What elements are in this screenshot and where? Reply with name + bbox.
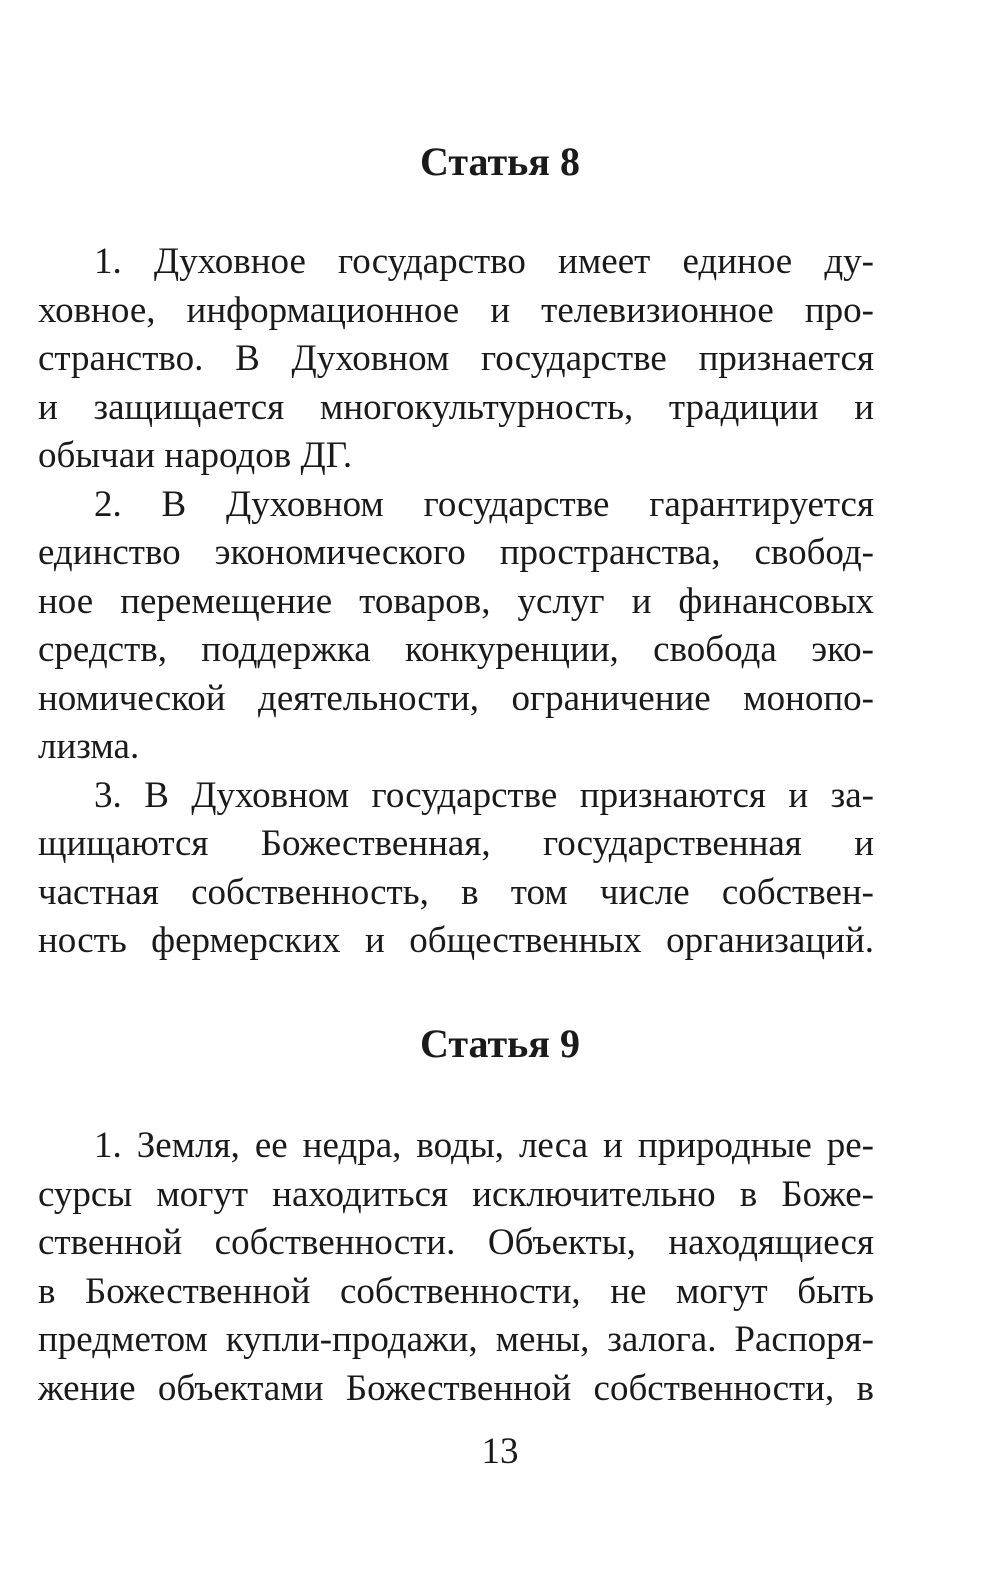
article-9-line: сурсы могут находиться исключительно в Боже- bbox=[38, 1173, 874, 1215]
article-9-line: предметом купли-продажи, мены, залога. Распоря- bbox=[38, 1319, 874, 1360]
article-9-line: ственной собственности. Объекты, находящиеся bbox=[38, 1222, 874, 1263]
article-9-line: в Божественной собственности, не могут быть bbox=[38, 1270, 874, 1312]
article-9-heading: Статья 9 bbox=[420, 1021, 580, 1066]
article-8-body bbox=[38, 238, 874, 966]
article-9-line: 1. Земля, ее недра, воды, леса и природные ре- bbox=[94, 1125, 874, 1166]
article-8-line: щищаются Божественная, государственная и bbox=[38, 823, 874, 864]
article-8-line: 2. В Духовном государстве гарантируется bbox=[94, 483, 874, 525]
article-8-line: средств, поддержка конкуренции, свобода эко- bbox=[38, 629, 874, 670]
article-8-line: ность фермерских и общественных организаций. bbox=[38, 920, 874, 961]
article-8-line: частная собственность, в том числе собствен- bbox=[38, 871, 874, 913]
article-8-line: 1. Духовное государство имеет единое ду- bbox=[94, 241, 874, 282]
article-8-line: и защищается многокультурность, традиции и bbox=[38, 386, 874, 428]
article-8-line: странство. В Духовном государстве признается bbox=[38, 338, 874, 379]
article-9-line: жение объектами Божественной собственности, в bbox=[38, 1367, 874, 1409]
article-8-line: ное перемещение товаров, услуг и финансовых bbox=[38, 580, 874, 622]
article-8-line: номической деятельности, ограничение монопо- bbox=[38, 677, 874, 719]
article-8-line: ховное, информационное и телевизионное про- bbox=[38, 289, 874, 331]
article-8-line: лизма. bbox=[38, 726, 140, 767]
article-9-body bbox=[38, 1122, 874, 1413]
article-8-line: 3. В Духовном государстве признаются и за- bbox=[94, 774, 874, 816]
page-number: 13 bbox=[481, 1431, 519, 1472]
article-8-line: обычаи народов ДГ. bbox=[38, 435, 353, 476]
article-8-heading: Статья 8 bbox=[420, 139, 580, 184]
article-8-line: единство экономического пространства, свобод- bbox=[38, 532, 874, 573]
